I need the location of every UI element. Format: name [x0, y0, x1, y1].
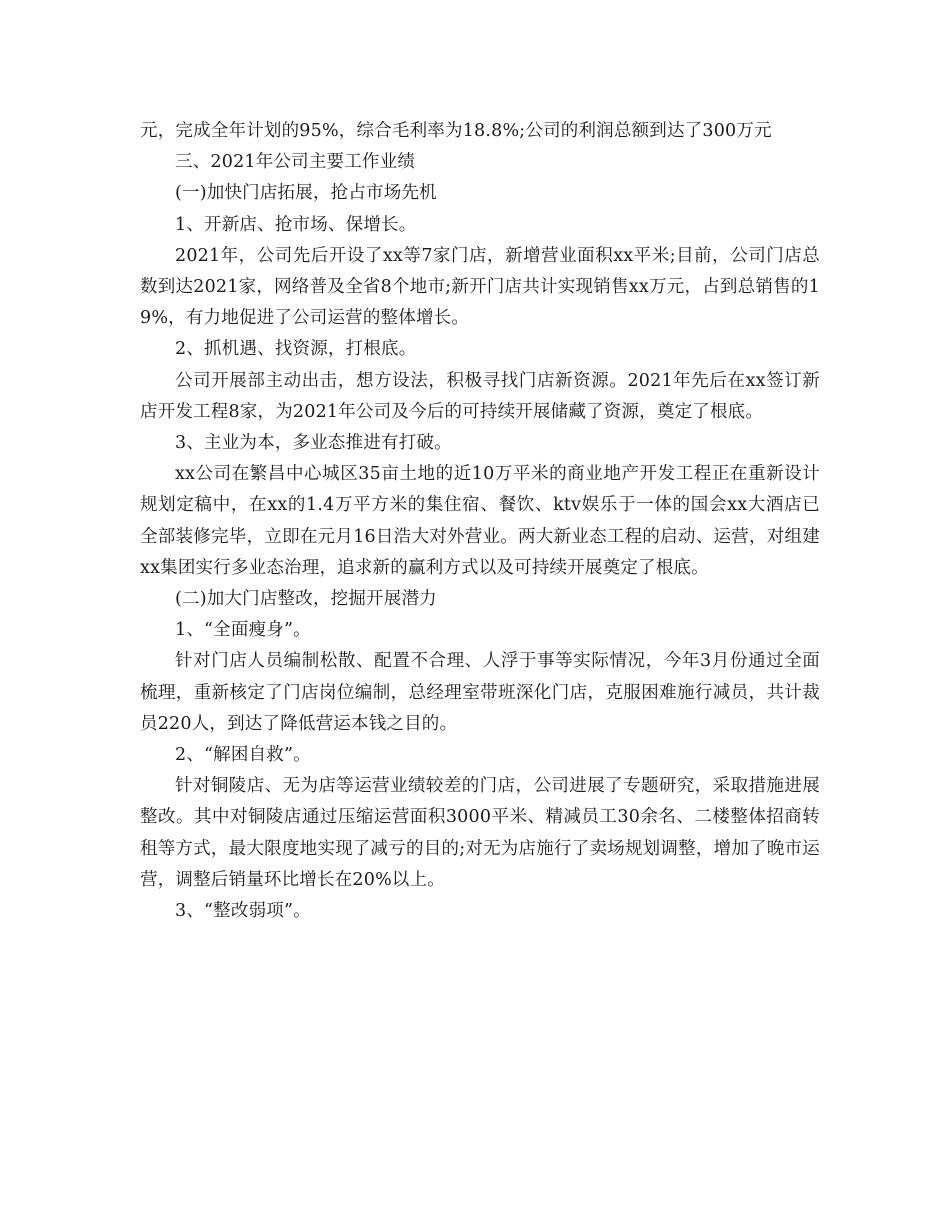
paragraph-resources: 公司开展部主动出击，想方设法，积极寻找门店新资源。2021年先后在xx签订新店开发工程8家，为2021年公司及今后的可持续开展储藏了资源，奠定了根底。: [140, 370, 820, 422]
subsection-heading-one: (一)加快门店拓展，抢占市场先机: [175, 183, 437, 204]
section-heading-three: 三、2021年公司主要工作业绩: [175, 152, 416, 173]
subsection-heading-two: (二)加大门店整改，挖掘开展潜力: [175, 589, 437, 610]
paragraph-staff-reduction: 针对门店人员编制松散、配置不合理、人浮于事等实际情况，今年3月份通过全面梳理，重新核定了门店岗位编制，总经理室带班深化门店，克服困难施行减员，共计裁员220人，到达了降低营运本钱之目的。: [140, 651, 820, 734]
document-body: [140, 116, 820, 927]
item-heading-self-rescue: 2、“解困自救”。: [175, 745, 311, 766]
item-heading-3: 3、主业为本，多业态推进有打破。: [175, 433, 452, 454]
paragraph-continuation: 元，完成全年计划的95%，综合毛利率为18.8%;公司的利润总额到达了300万元: [140, 121, 772, 141]
item-heading-1: 1、开新店、抢市场、保增长。: [175, 214, 417, 235]
item-heading-weak-items: 3、“整改弱项”。: [175, 901, 311, 922]
item-heading-slim-down: 1、“全面瘦身”。: [175, 620, 311, 641]
paragraph-new-stores: 2021年，公司先后开设了xx等7家门店，新增营业面积xx平米;目前，公司门店总数到达2021家，网络普及全省8个地市;新开门店共计实现销售xx万元，占到总销售的19%，有力地促进了公司运营的整体增长。: [140, 245, 820, 329]
item-heading-2: 2、抓机遇、找资源，打根底。: [175, 339, 417, 360]
paragraph-store-rectification: 针对铜陵店、无为店等运营业绩较差的门店，公司进展了专题研究，采取措施进展整改。其中对铜陵店通过压缩运营面积3000平米、精减员工30余名、二楼整体招商转租等方式，最大限度地实现了减亏的目的;对无为店施行了卖场规划调整，增加了晚市运营，调整后销量环比增长在20%以上。: [140, 776, 820, 890]
paragraph-multi-format: xx公司在繁昌中心城区35亩土地的近10万平米的商业地产开发工程正在重新设计规划定稿中，在xx的1.4万平方米的集住宿、餐饮、ktv娱乐于一体的国会xx大酒店已全部装修完毕，立即在元月16日浩大对外营业。两大新业态工程的启动、运营，对组建xx集团实行多业态治理，追求新的赢利方式以及可持续开展奠定了根底。: [140, 464, 820, 578]
